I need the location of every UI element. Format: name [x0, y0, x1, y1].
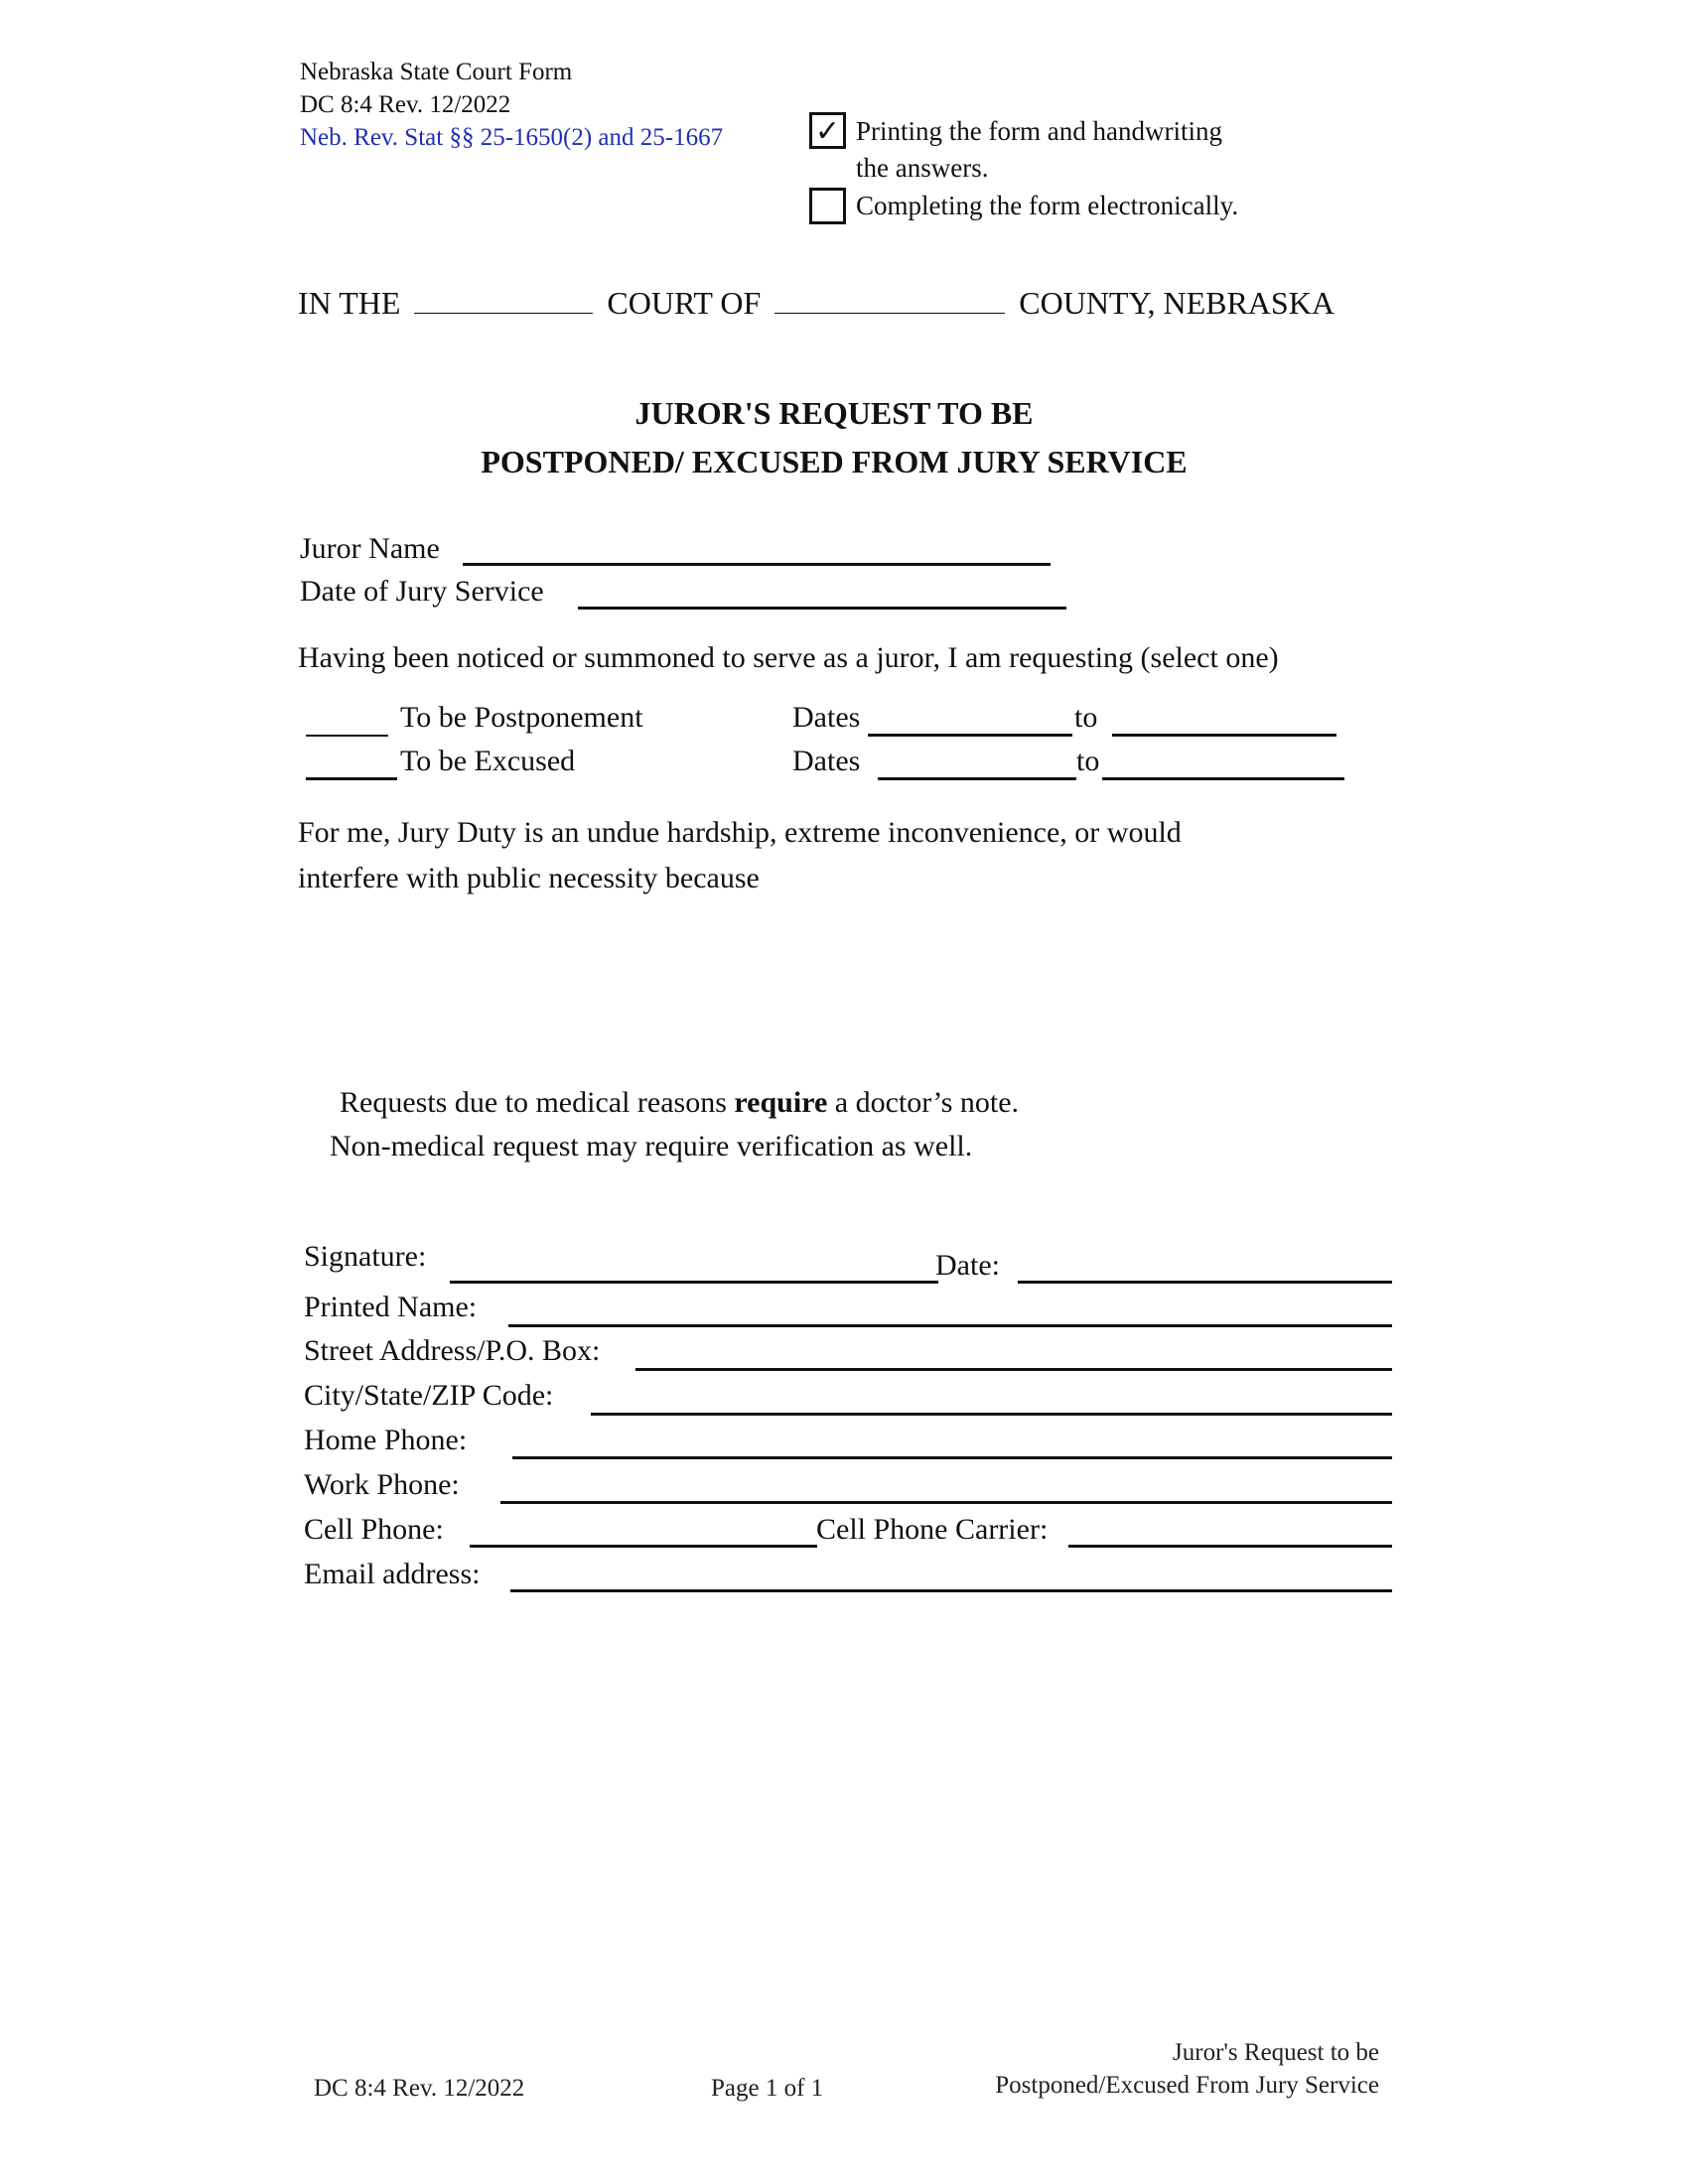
request-intro: Having been noticed or summoned to serve as a juror, I am requesting (select one) — [298, 641, 1279, 674]
jury-date-label: Date of Jury Service — [300, 575, 544, 608]
excuse-to-label: to — [1076, 745, 1100, 777]
date-label: Date: — [935, 1249, 1000, 1282]
postpone-date-from[interactable] — [868, 734, 1072, 737]
excuse-label: To be Excused — [400, 745, 576, 777]
court-prefix: IN THE — [298, 285, 401, 321]
footer-title-line-1: Juror's Request to be — [1173, 2039, 1379, 2066]
juror-name-field[interactable] — [463, 563, 1051, 566]
printed-name-label: Printed Name: — [304, 1291, 478, 1323]
excuse-dates-label: Dates — [792, 745, 861, 777]
reason-line-2: interfere with public necessity because — [298, 862, 760, 894]
county-blank[interactable] — [774, 287, 1005, 314]
statute-reference: Neb. Rev. Stat §§ 25-1650(2) and 25-1667 — [300, 124, 724, 151]
city-state-zip-label: City/State/ZIP Code: — [304, 1379, 554, 1412]
print-handwrite-option-label-cont: the answers. — [856, 153, 989, 183]
check-mark-icon: ✓ — [814, 114, 841, 149]
court-middle: COURT OF — [607, 285, 762, 321]
print-handwrite-checkbox[interactable] — [809, 112, 846, 149]
footer-title-line-2: Postponed/Excused From Jury Service — [995, 2072, 1379, 2099]
postpone-select-field[interactable] — [306, 735, 388, 737]
jury-date-field[interactable] — [578, 607, 1066, 610]
electronic-option-label: Completing the form electronically. — [856, 191, 1239, 220]
email-label: Email address: — [304, 1558, 481, 1590]
postpone-date-to[interactable] — [1112, 734, 1336, 737]
excuse-date-to[interactable] — [1102, 777, 1344, 780]
street-address-field[interactable] — [635, 1368, 1392, 1371]
street-address-label: Street Address/P.O. Box: — [304, 1334, 601, 1367]
print-handwrite-option-label: Printing the form and handwriting — [856, 116, 1222, 146]
postpone-to-label: to — [1074, 701, 1098, 734]
cell-phone-field[interactable] — [470, 1545, 817, 1548]
footer-form-title — [894, 2036, 1379, 2102]
form-name: Nebraska State Court Form — [300, 59, 573, 85]
city-state-zip-field[interactable] — [591, 1413, 1392, 1416]
work-phone-label: Work Phone: — [304, 1468, 460, 1501]
juror-name-label: Juror Name — [300, 532, 440, 565]
cell-carrier-label: Cell Phone Carrier: — [816, 1513, 1049, 1546]
date-field[interactable] — [1018, 1281, 1392, 1284]
title-line-1: JUROR'S REQUEST TO BE — [634, 395, 1034, 431]
medical-note-emphasis: require — [734, 1086, 828, 1119]
excuse-select-field[interactable] — [306, 777, 397, 780]
title-line-2: POSTPONED/ EXCUSED FROM JURY SERVICE — [481, 444, 1188, 479]
electronic-checkbox[interactable] — [809, 188, 846, 224]
email-field[interactable] — [510, 1589, 1392, 1592]
signature-field[interactable] — [450, 1281, 938, 1284]
work-phone-field[interactable] — [500, 1501, 1392, 1504]
home-phone-field[interactable] — [512, 1456, 1392, 1459]
nonmedical-note: Non-medical request may require verification as well. — [330, 1130, 973, 1162]
medical-note-pre: Requests due to medical reasons — [340, 1086, 735, 1119]
court-line — [298, 285, 1335, 322]
postpone-label: To be Postponement — [400, 701, 643, 734]
medical-note-post: a doctor’s note. — [827, 1086, 1020, 1119]
postpone-dates-label: Dates — [792, 701, 861, 734]
excuse-date-from[interactable] — [878, 777, 1076, 780]
footer-form-revision: DC 8:4 Rev. 12/2022 — [314, 2075, 525, 2102]
home-phone-label: Home Phone: — [304, 1424, 468, 1456]
court-type-blank[interactable] — [414, 287, 593, 314]
medical-note — [340, 1086, 1019, 1120]
court-suffix: COUNTY, NEBRASKA — [1019, 285, 1335, 321]
printed-name-field[interactable] — [508, 1324, 1392, 1327]
signature-label: Signature: — [304, 1240, 427, 1273]
reason-line-1: For me, Jury Duty is an undue hardship, extreme inconvenience, or would — [298, 816, 1182, 849]
footer-page-number: Page 1 of 1 — [711, 2075, 824, 2102]
cell-carrier-field[interactable] — [1068, 1545, 1392, 1548]
form-revision: DC 8:4 Rev. 12/2022 — [300, 91, 511, 118]
cell-phone-label: Cell Phone: — [304, 1513, 444, 1546]
